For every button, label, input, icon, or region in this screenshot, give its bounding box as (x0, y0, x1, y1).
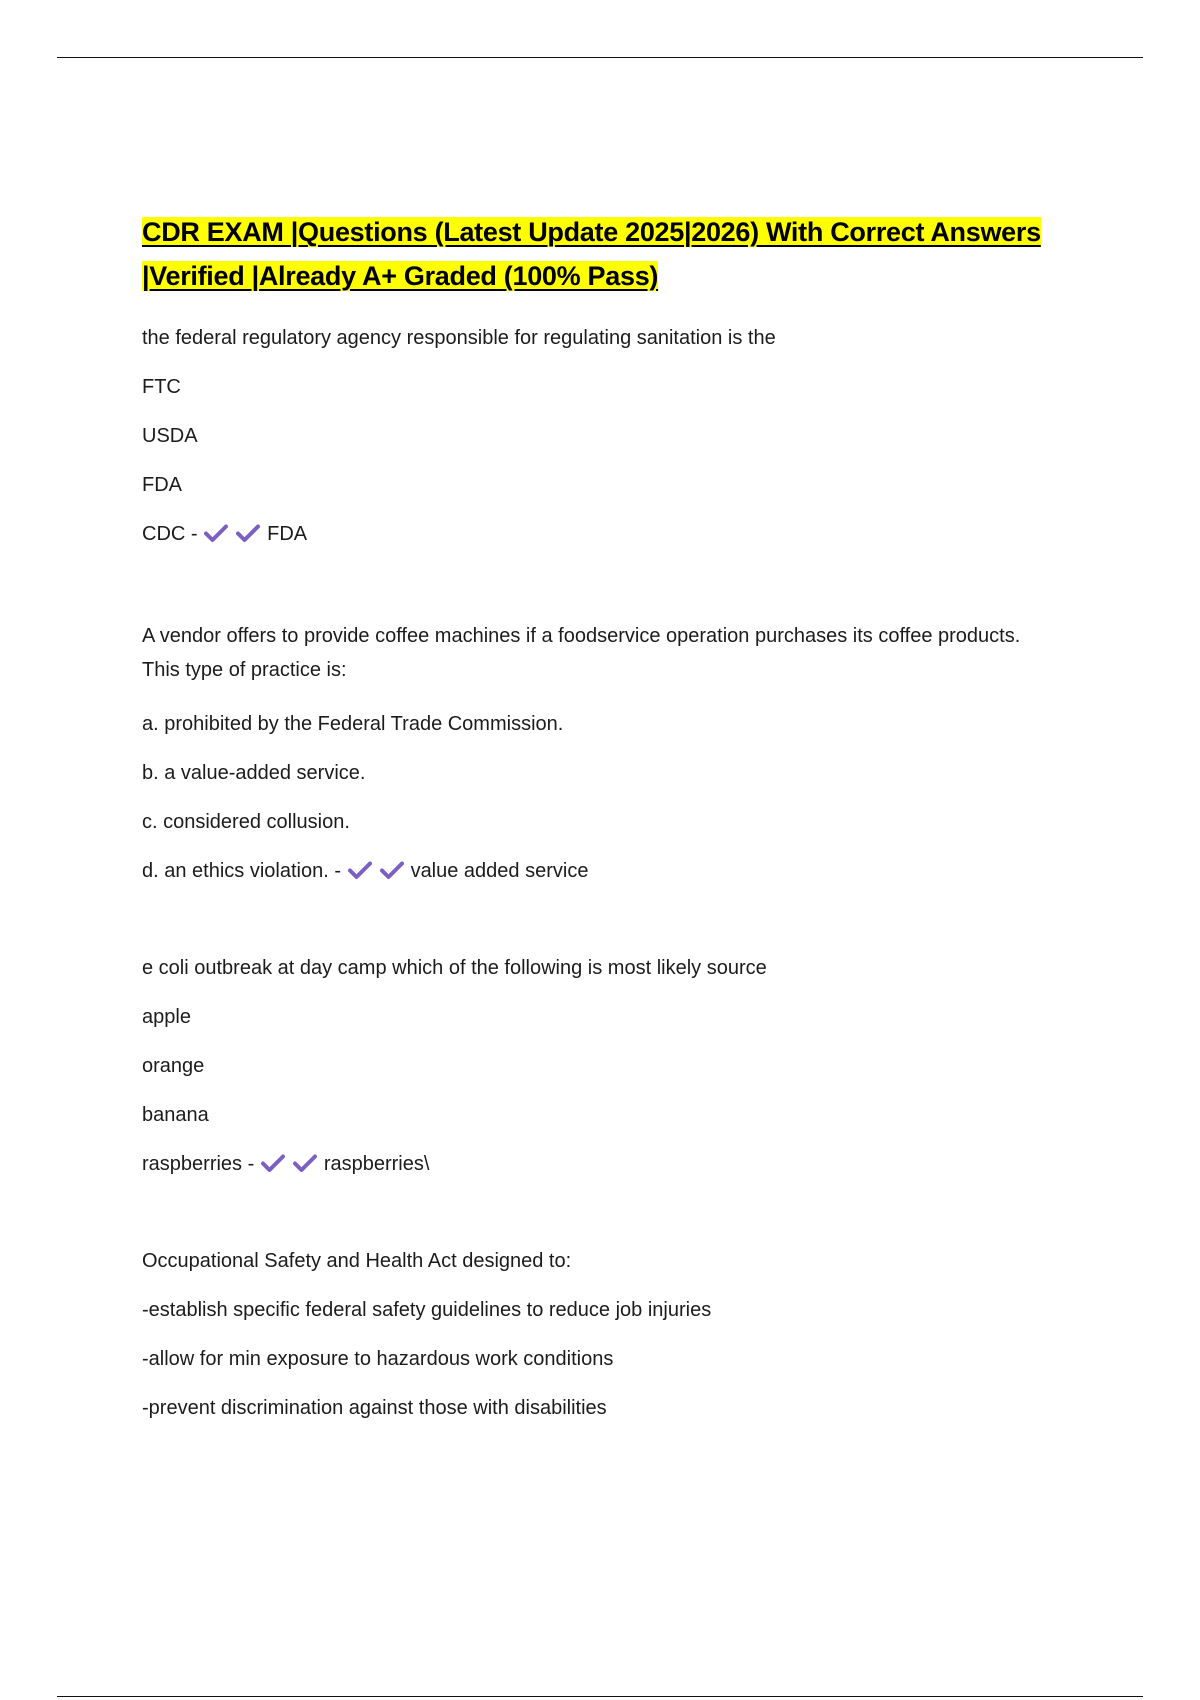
question-stem: Occupational Safety and Health Act designed to: (142, 1250, 572, 1272)
answer-option: -prevent discrimination against those with disabilities (142, 1397, 607, 1419)
correct-answer: FDA (267, 523, 308, 545)
checkmark-icon (379, 859, 405, 881)
answer-option: -allow for min exposure to hazardous work conditions (142, 1348, 614, 1370)
question-stem: the federal regulatory agency responsible for regulating sanitation is the (142, 327, 776, 349)
answer-line (142, 859, 1042, 883)
answer-option: banana (142, 1104, 209, 1126)
answer-option: -establish specific federal safety guidelines to reduce job injuries (142, 1299, 712, 1321)
document-title: CDR EXAM |Questions (Latest Update 2025|2026) With Correct Answers |Verified |Already A+ Graded (100% Pass) (142, 217, 1041, 291)
spacer (142, 1201, 1042, 1249)
header-rule (57, 57, 1143, 58)
footer-rule (57, 1696, 1143, 1697)
spacer (142, 908, 1042, 956)
answer-option: c. considered collusion. (142, 811, 350, 833)
spacer (142, 571, 1042, 619)
answer-option-last: raspberries - (142, 1153, 255, 1175)
question-stem: e coli outbreak at day camp which of the following is most likely source (142, 957, 767, 979)
answer-option: orange (142, 1055, 205, 1077)
document-body (142, 210, 1042, 1445)
checkmark-icon (347, 859, 373, 881)
answer-option: b. a value-added service. (142, 762, 366, 784)
answer-option: a. prohibited by the Federal Trade Commission. (142, 713, 564, 735)
checkmark-icon (203, 522, 229, 544)
answer-option-last: d. an ethics violation. - (142, 860, 341, 882)
question-block (142, 956, 1042, 1176)
question-block (142, 1249, 1042, 1420)
answer-option: apple (142, 1006, 191, 1028)
question-stem: A vendor offers to provide coffee machines if a foodservice operation purchases its coffee products. This type of practice is: (142, 625, 1021, 681)
checkmark-icon (235, 522, 261, 544)
answer-line (142, 522, 1042, 546)
answer-option-last: CDC - (142, 523, 198, 545)
answer-option: FTC (142, 376, 181, 398)
answer-line (142, 1152, 1042, 1176)
correct-answer: value added service (410, 860, 589, 882)
checkmark-icon (292, 1152, 318, 1174)
answer-option: FDA (142, 474, 182, 496)
question-block (142, 326, 1042, 546)
checkmark-icon (260, 1152, 286, 1174)
question-block (142, 619, 1042, 883)
correct-answer: raspberries\ (323, 1153, 430, 1175)
answer-option: USDA (142, 425, 198, 447)
